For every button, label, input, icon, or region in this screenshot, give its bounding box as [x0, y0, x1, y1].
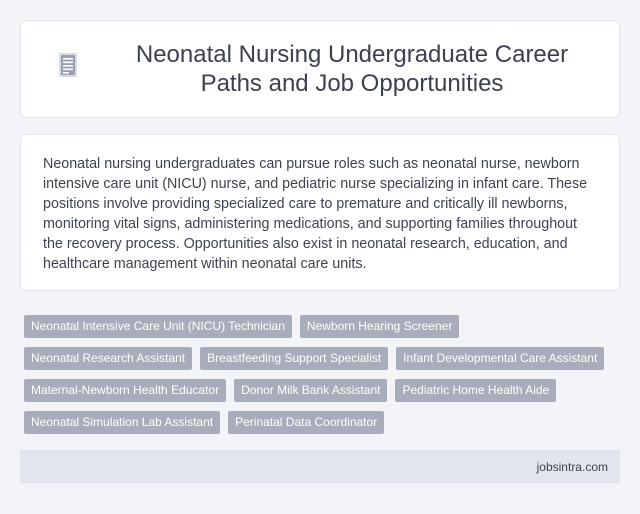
tag[interactable]: Infant Developmental Care Assistant — [396, 347, 604, 370]
tag[interactable]: Pediatric Home Health Aide — [395, 379, 556, 402]
document-icon — [57, 52, 79, 78]
description-text: Neonatal nursing undergraduates can pursue roles such as neonatal nurse, newborn intensive care unit (NICU) nurse, and pediatric nurse specializing in infant care. These positions involve providing specialized care to premature and critically ill newborns, monitoring vital signs, administering medications, and supporting families throughout the recovery process. Opportunities also exist in neonatal research, education, and healthcare management within neonatal care units. — [43, 156, 588, 272]
tag[interactable]: Maternal-Newborn Health Educator — [24, 379, 226, 402]
tag[interactable]: Neonatal Simulation Lab Assistant — [24, 411, 220, 434]
tag[interactable]: Perinatal Data Coordinator — [228, 411, 384, 434]
title-card — [20, 20, 620, 118]
site-name[interactable]: jobsintra.com — [536, 459, 608, 474]
description-card — [20, 134, 620, 291]
tag[interactable]: Neonatal Intensive Care Unit (NICU) Technician — [24, 315, 292, 338]
footer-bar — [20, 450, 620, 483]
tag[interactable]: Newborn Hearing Screener — [300, 315, 459, 338]
tag[interactable]: Donor Milk Bank Assistant — [234, 379, 387, 402]
tag[interactable]: Breastfeeding Support Specialist — [200, 347, 388, 370]
page-title: Neonatal Nursing Undergraduate Career Paths and Job Opportunities — [135, 41, 569, 97]
tag-list — [24, 315, 620, 434]
tag[interactable]: Neonatal Research Assistant — [24, 347, 192, 370]
